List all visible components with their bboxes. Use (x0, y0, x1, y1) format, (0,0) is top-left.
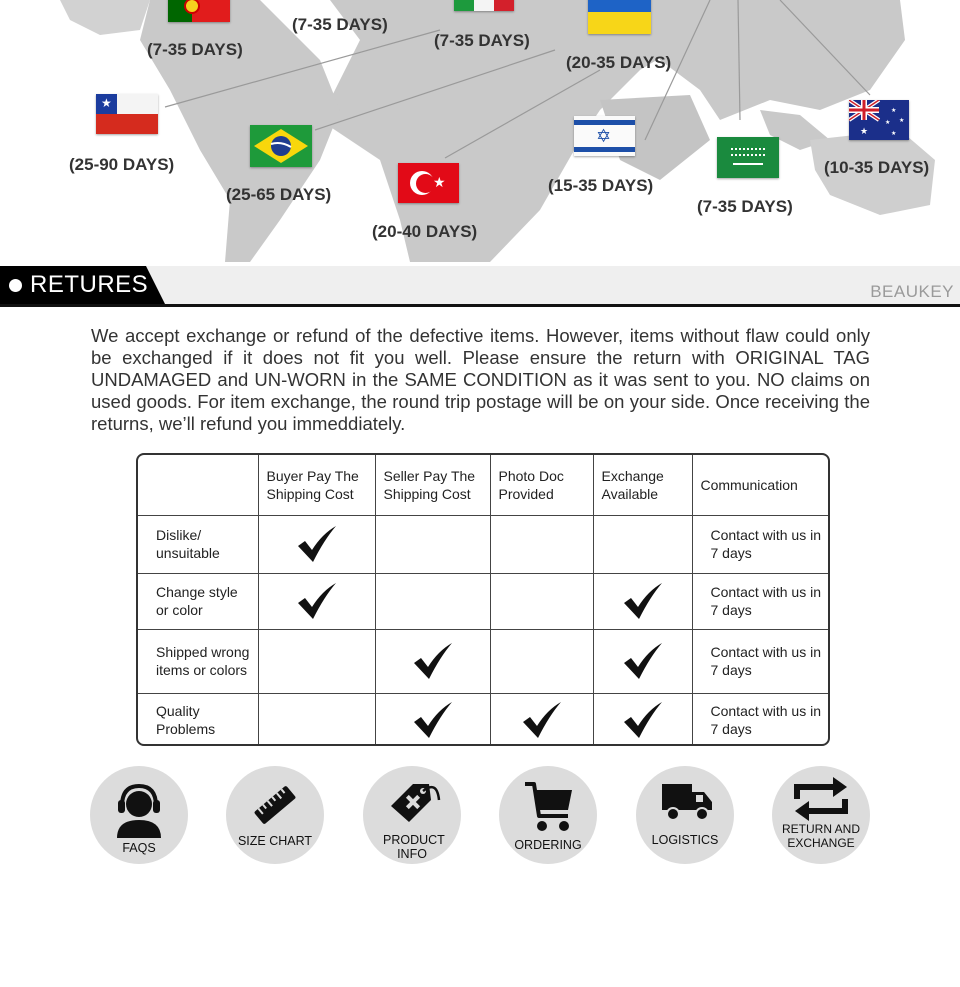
table-header-photo-doc: Photo Doc Provided (490, 455, 593, 515)
table-header-seller-pay: Seller Pay The Shipping Cost (375, 455, 490, 515)
checkmark-icon (622, 581, 664, 621)
ordering-label: ORDERING (514, 838, 582, 852)
cell-buyer-pay (258, 693, 375, 746)
brand-name: BEAUKEY (870, 282, 954, 301)
checkmark-icon (521, 700, 563, 740)
italy-shipping-days: (7-35 DAYS) (434, 31, 530, 50)
table-row (138, 629, 830, 693)
logistics-link[interactable] (636, 766, 734, 864)
israel-shipping-days: (15-35 DAYS) (548, 176, 654, 195)
portugal-flag (168, 0, 230, 22)
chile-flag: ★ (96, 94, 158, 134)
returns-table (136, 453, 830, 746)
spain-shipping-days: (7-35 DAYS) (292, 15, 388, 34)
cell-exchange (593, 573, 692, 629)
delivery-truck-icon (660, 780, 714, 824)
brazil-shipping-days: (25-65 DAYS) (226, 185, 332, 204)
cell-photo-doc (490, 515, 593, 573)
checkmark-icon (412, 700, 454, 740)
logistics-label: LOGISTICS (651, 833, 719, 847)
return-exchange-label: RETURN AND EXCHANGE (781, 822, 860, 850)
svg-text:★: ★ (885, 119, 891, 126)
svg-text:★: ★ (891, 130, 897, 137)
svg-text:★: ★ (860, 127, 869, 137)
cell-buyer-pay (258, 515, 375, 573)
cell-photo-doc (490, 629, 593, 693)
row-label: Shipped wrong items or colors (138, 629, 258, 693)
cell-seller-pay (375, 693, 490, 746)
bullet-icon (9, 279, 22, 292)
returns-policy-text: We accept exchange or refund of the defective items. However, items without flaw could only be exchanged if it does not fit you well. Please ensure the return with ORIGINAL TAG UNDAMAGED and UN-WORN in the SAME CONDITION as it was sent to you. NO claims on used goods. For item exchange, the round trip postage will be on your side. Once receiving the returns, we’ll refund you immeddiately. (91, 325, 870, 434)
cell-communication: Contact with us in 7 days (692, 573, 830, 629)
turkey-shipping-days: (20-40 DAYS) (372, 222, 478, 241)
turkey-flag: ★ (398, 163, 459, 203)
return-exchange-link[interactable] (772, 766, 870, 864)
section-banner (0, 266, 960, 307)
cell-photo-doc (490, 573, 593, 629)
israel-flag: ✡ (574, 116, 635, 156)
cell-communication: Contact with us in 7 days (692, 693, 830, 746)
cell-buyer-pay (258, 573, 375, 629)
cell-communication: Contact with us in 7 days (692, 629, 830, 693)
table-header-exchange: Exchange Available (593, 455, 692, 515)
checkmark-icon (296, 581, 338, 621)
faqs-label: FAQS (122, 841, 156, 855)
cell-buyer-pay (258, 629, 375, 693)
cell-seller-pay (375, 515, 490, 573)
brazil-flag (250, 125, 312, 167)
italy-flag (454, 0, 514, 11)
australia-shipping-days: (10-35 DAYS) (824, 158, 930, 177)
table-row (138, 515, 830, 573)
checkmark-icon (296, 524, 338, 564)
exchange-arrows-icon (791, 775, 851, 823)
size-chart-link[interactable] (226, 766, 324, 864)
row-label: Change style or color (138, 573, 258, 629)
checkmark-icon (622, 641, 664, 681)
cell-photo-doc (490, 693, 593, 746)
table-header-row (138, 455, 830, 515)
svg-text:★: ★ (891, 107, 897, 114)
product-info-label: PRODUCT INFO (383, 833, 445, 861)
table-row (138, 573, 830, 629)
product-info-link[interactable] (363, 766, 461, 864)
cell-exchange (593, 629, 692, 693)
chile-shipping-days: (25-90 DAYS) (69, 155, 175, 174)
shipping-map (0, 0, 960, 262)
size-chart-label: SIZE CHART (237, 834, 313, 848)
ukraine-flag (588, 0, 651, 34)
ruler-icon (250, 780, 300, 830)
headset-icon (109, 782, 169, 842)
table-header-empty (138, 455, 258, 515)
table-header-buyer-pay: Buyer Pay The Shipping Cost (258, 455, 375, 515)
ukraine-shipping-days: (20-35 DAYS) (566, 53, 672, 72)
cell-exchange (593, 515, 692, 573)
table-row (138, 693, 830, 746)
saudi-arabia-flag (717, 137, 779, 178)
section-title: RETURES (30, 271, 149, 298)
cell-seller-pay (375, 573, 490, 629)
cell-seller-pay (375, 629, 490, 693)
ordering-link[interactable] (499, 766, 597, 864)
shopping-cart-icon (522, 780, 576, 834)
checkmark-icon (622, 700, 664, 740)
table-header-communication: Communication (692, 455, 830, 515)
row-label: Dislike/ unsuitable (138, 515, 258, 573)
row-label: Quality Problems (138, 693, 258, 746)
faqs-link[interactable] (90, 766, 188, 864)
portugal-shipping-days: (7-35 DAYS) (147, 40, 243, 59)
svg-text:★: ★ (899, 117, 905, 124)
australia-flag (849, 100, 909, 140)
cell-communication: Contact with us in 7 days (692, 515, 830, 573)
saudi-arabia-shipping-days: (7-35 DAYS) (697, 197, 793, 216)
checkmark-icon (412, 641, 454, 681)
cell-exchange (593, 693, 692, 746)
price-tag-icon (385, 778, 441, 828)
